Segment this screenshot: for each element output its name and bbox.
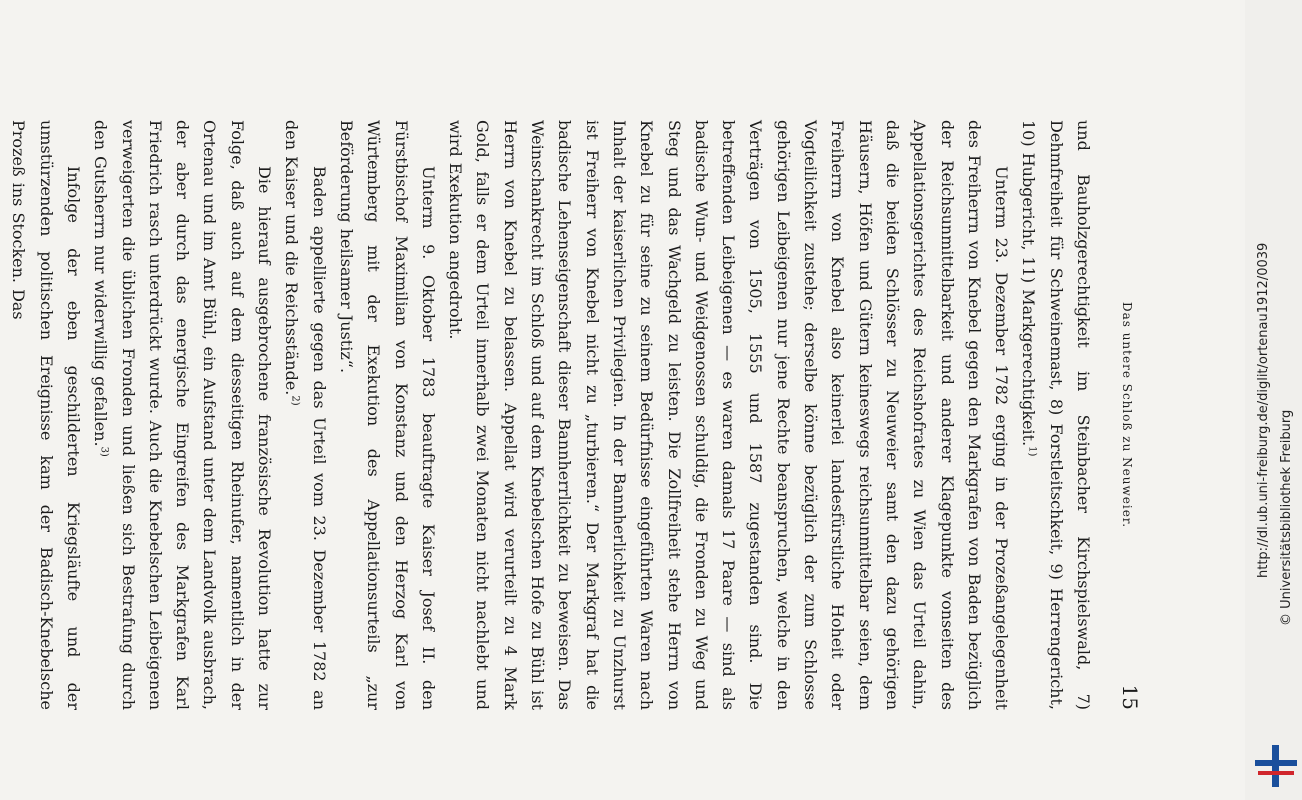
paragraph-text: Unterm 9. Oktober 1783 beauftragte Kaiser Josef II. den Fürstbischof Maximilian von Konstanz und den Herzog Karl von Würtemberg mit der Exekution des Appellationsurteils „zur Beförderung heilsamer Justiz“. — [336, 120, 438, 710]
paragraph — [442, 120, 1015, 710]
paragraph-text: Infolge der eben geschilderten Kriegsläufte und der umstürzenden politischen Ereignisse kam der Badisch-Knebelsche Prozeß ins Stocken. Das — [9, 120, 84, 710]
rotated-page-content — [9, 40, 1202, 760]
page-number: 15 — [1118, 684, 1142, 710]
copyright-text: © Universitätsbibliothek Freiburg — [1279, 409, 1294, 626]
paragraph-text: und Bauholzgerechtigkeit im Steinbacher Kirchspielswald, 7) Dehmfreiheit für Schweinemast, 8) Forstleitschkeit, 9) Herrengericht, 10) Hubgericht, 11) Markgerechtigkeit. — [1019, 120, 1093, 710]
paragraph-text: Baden appellierte gegen das Urteil vom 23. Dezember 1782 an den Kaiser und die Reichsstände. — [282, 120, 329, 710]
paragraph — [1015, 120, 1097, 710]
running-head — [1114, 120, 1142, 710]
footnote-ref: 2) — [289, 395, 301, 406]
paragraph — [5, 120, 87, 710]
paragraph — [87, 120, 278, 710]
paragraph-text: Unterm 23. Dezember 1782 erging in der Prozeßangelegenheit des Freiherrn von Knebel gegen den Markgrafen von Baden bezüglich der Reichsunmittelbarkeit und anderer Klagepunkte vonseiten des Appellationsgerichtes des Reichshofrates zu Wien das Urteil dahin, daß die beiden Schlösser zu Neuweier samt den dazu gehörigen Häusern, Höfen und Gütern keineswegs reichsunmittelbar seien, dem Freiherrn von Knebel also keinerlei landesfürstliche Hoheit oder Vogteilichkeit zustehe; derselbe könne bezüglich der zum Schlosse gehörigen Leibeigenen nur jene Rechte beanspruchen, welche in den Verträgen von 1505, 1555 und 1587 zugestanden sind. Die betreffenden Leibeigenen — es waren damals 17 Paare — sind als badische Wun- und Weidgenossen schuldig, die Fronden zu Weg und Steg und das Wachgeld zu leisten. Die Zollfreiheit stehe Herrn von Knebel zu für seine zu seinem Bedürfnisse eingeführten Waren nach Inhalt der kaiserlichen Privilegien. In der Bannherlichkeit zu Unzhurst ist Freiherr von Knebel nicht zu „turbieren.“ Der Markgraf hat die badische Lehenseigenschaft dieser Bannherrlichkeit zu beweisen. Das Weinschankrecht im Schloß und auf dem Knebelschen Hofe zu Bühl ist Herrn von Knebel zu belassen. Appellat wird verurteilt zu 4 Mark Gold, falls er dem Urteil innerhalb zwei Monaten nicht nachlebt und wird Exekution angedroht. — [446, 120, 1012, 710]
paragraph — [333, 120, 442, 710]
paragraph-text: Die hierauf ausgebrochene französische Revolution hatte zur Folge, daß auch auf dem diesseitigen Rheinufer, namentlich in der Ortenau und im Amt Bühl, ein Aufstand unter dem Landvolk ausbrach, der aber durch das energische Eingreifen des Markgrafen Karl Friedrich rasch unterdrückt wurde. Auch die Knebelschen Leibeigenen verweigerten die üblichen Fronden und ließen sich Bestrafung durch den Gutsherrn nur widerwillig gefallen. — [91, 120, 275, 710]
paragraph — [278, 120, 333, 710]
ub-freiburg-logo-icon — [1255, 745, 1297, 787]
body-text — [0, 120, 1097, 710]
footnote-ref: 1) — [1026, 446, 1038, 457]
footnote-ref: 3) — [98, 446, 110, 457]
source-url-link[interactable]: http://dl.ub.uni-freiburg.de/diglit/ortenau1912/0039 — [1256, 242, 1271, 578]
margin-strip — [1245, 0, 1302, 800]
running-head-title: Das untere Schloß zu Neuweier. — [1120, 301, 1134, 529]
